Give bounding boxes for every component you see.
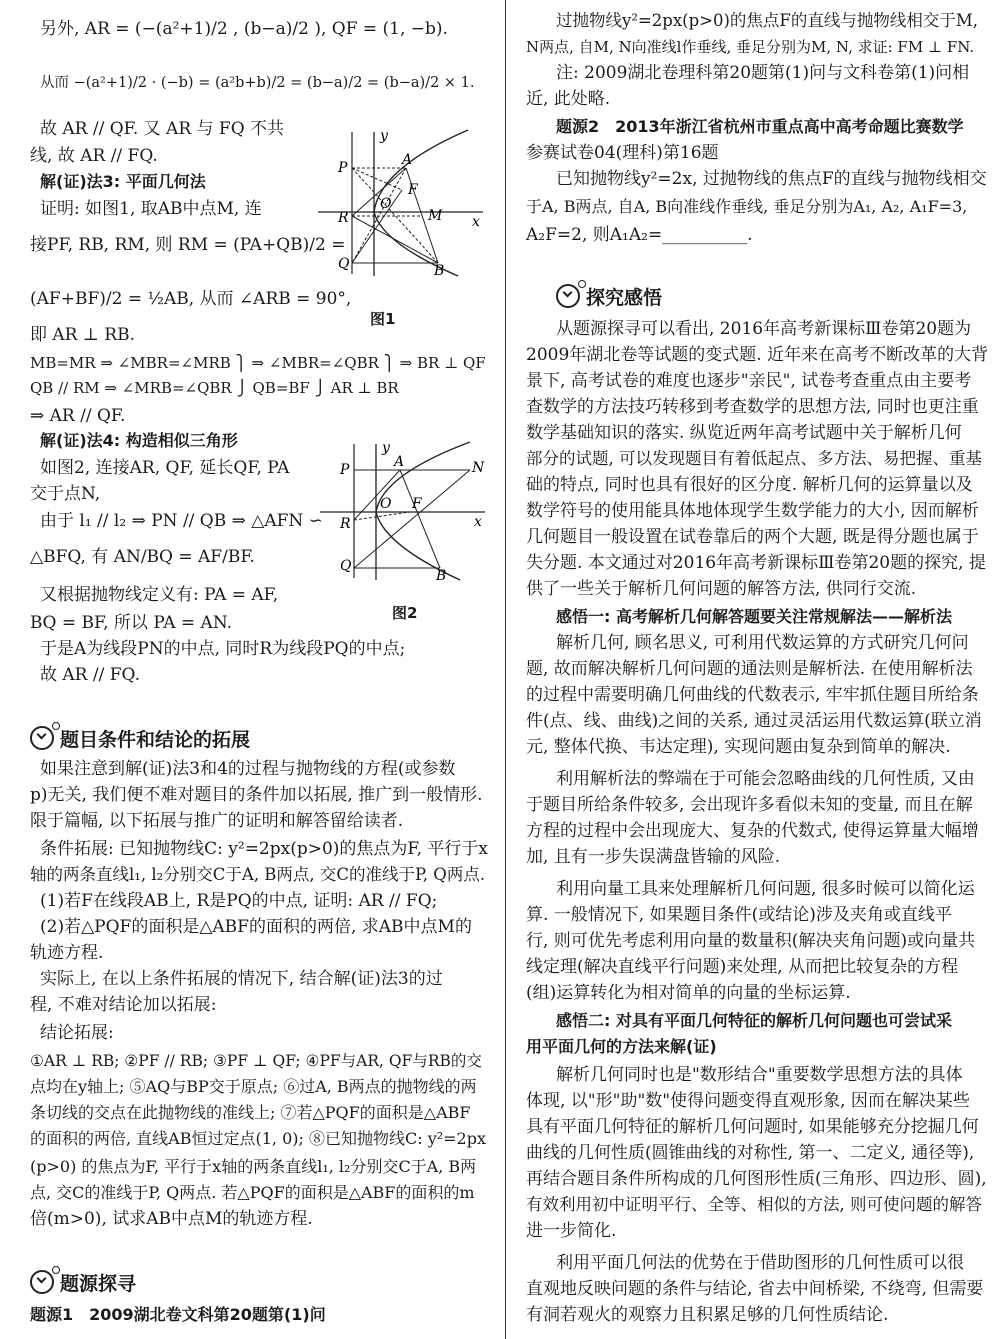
text-line: 已知抛物线y²=2x, 过抛物线的焦点F的直线与抛物线相交 <box>556 169 987 189</box>
text-line: 又根据抛物线定义有: PA = AF, <box>40 585 279 605</box>
text-line: N两点, 自M, N向准线l作垂线, 垂足分别为M, N, 求证: FM ⊥ FN. <box>526 38 975 56</box>
insight-1-heading: 感悟一: 高考解析几何解答题要关注常规解法——解析法 <box>556 607 952 626</box>
text-line: 参赛试卷04(理科)第16题 <box>526 143 719 163</box>
source-1-heading: 题源1 2009湖北卷文科第20题第(1)问 <box>30 1305 326 1324</box>
chevron-down-icon <box>30 726 54 750</box>
text-line: 加, 且有一步失误满盘皆输的风险. <box>526 847 781 867</box>
text-line: (2)若△PQF的面积是△ABF的面积的两倍, 求AB中点M的 <box>40 917 472 937</box>
text-line: ⇒ AR // QF. <box>30 406 126 426</box>
text-line: BQ = BF, 所以 PA = AN. <box>30 613 233 633</box>
fig1-label: F <box>408 182 418 198</box>
text-line: 轨迹方程. <box>30 943 104 963</box>
insight-2-heading: 感悟二: 对具有平面几何特征的解析几何问题也可尝试采 <box>556 1011 952 1030</box>
text-line: ①AR ⊥ RB; ②PF // RB; ③PF ⊥ QF; ④PF与AR, QF与RB的交 <box>30 1052 482 1070</box>
text-line: 几何题目一般设置在试卷靠后的两个大题, 既是得分题也属于 <box>526 527 979 547</box>
text-line: MB=MR ⇒ ∠MBR=∠MRB ⎫ ⇒ ∠MBR=∠QBR ⎫ ⇒ BR ⊥ QF <box>30 354 486 372</box>
fig2-label: Q <box>340 558 352 574</box>
text-line: 线, 故 AR // FQ. <box>30 146 158 166</box>
text-line: 方程的过程中会出现庞大、复杂的代数式, 使得运算量大幅增 <box>526 821 979 841</box>
fig1-label: M <box>428 208 443 224</box>
fig2-label: y <box>382 440 390 456</box>
fig1-label: O <box>380 196 392 212</box>
text-line: 如果注意到解(证)法3和4的过程与抛物线的方程(或参数 <box>40 759 456 779</box>
fig1-label: R <box>338 210 349 226</box>
text-line: 注: 2009湖北卷理科第20题第(1)问与文科卷第(1)问相 <box>556 63 970 83</box>
text-line: 于是A为线段PN的中点, 同时R为线段PQ的中点; <box>40 639 406 659</box>
text-line: 过抛物线y²=2px(p>0)的焦点F的直线与抛物线相交于M, <box>556 11 978 30</box>
text-line: 数学基础知识的落实. 纵览近两年高考试题中关于解析几何 <box>526 423 962 443</box>
text-line: 点, 交C的准线于P, Q两点. 若△PQF的面积是△ABF的面积的m <box>30 1183 475 1202</box>
fig2-label: B <box>436 568 447 582</box>
text-line: 利用向量工具来处理解析几何问题, 很多时候可以简化运 <box>556 879 975 899</box>
text-line: 题, 故而解决解析几何问题的通法则是解析法. 在使用解析法 <box>526 659 973 679</box>
text-line: 于题目所给条件较多, 会出现许多看似未知的变量, 而且在解 <box>526 795 973 815</box>
fig2-label: O <box>380 496 392 512</box>
section-heading-extension: 题目条件和结论的拓展 <box>30 726 250 753</box>
text-line: 曲线的几何性质(圆锥曲线的对称性, 第一、二定义, 通径等), <box>526 1143 975 1163</box>
text-line: 条切线的交点在此抛物线的准线上; ⑦若△PQF的面积是△ABF <box>30 1103 471 1122</box>
fig1-label: Q <box>338 256 350 272</box>
text-line: 故 AR // QF. 又 AR 与 FQ 不共 <box>40 119 285 139</box>
text-line: 解析几何, 顾名思义, 可利用代数运算的方式研究几何问 <box>556 633 969 653</box>
text-line: 供了一些关于解析几何问题的解答方法, 供同行交流. <box>526 579 917 599</box>
text-line: 景下, 高考试卷的难度也逐步"亲民", 试卷考查重点由主要考 <box>526 371 972 391</box>
fig2-label: A <box>394 454 405 470</box>
fig1-label: B <box>434 263 445 278</box>
text-line: 即 AR ⊥ RB. <box>30 325 135 345</box>
text-line: A₂F=2, 则A₁A₂=__________. <box>526 225 753 245</box>
text-line: 具有平面几何特征的解析几何问题时, 如果能够充分挖掘几何 <box>526 1117 979 1137</box>
text-line: (p>0) 的焦点为F, 平行于x轴的两条直线l₁, l₂分别交C于A, B两 <box>30 1157 477 1176</box>
text-line: 件(点、线、曲线)之间的关系, 通过灵活运用代数运算(联立消 <box>526 711 982 731</box>
text-line: △BFQ, 有 AN/BQ = AF/BF. <box>30 547 255 567</box>
text-line: 利用平面几何法的优势在于借助图形的几何性质可以很 <box>556 1253 964 1273</box>
chevron-down-icon <box>556 284 580 308</box>
method-heading: 解(证)法4: 构造相似三角形 <box>40 431 238 450</box>
text-line: 线定理(解决直线平行问题)来处理, 从而把比较复杂的方程 <box>526 957 959 977</box>
text-line: 点均在y轴上; ⑤AQ与BP交于原点; ⑥过A, B两点的抛物线的两 <box>30 1077 477 1096</box>
text-line: QB // RM ⇒ ∠MRB=∠QBR ⎭ QB=BF ⎭ AR ⊥ BR <box>30 379 399 397</box>
source-2-heading: 题源2 2013年浙江省杭州市重点高中高考命题比赛数学 <box>556 117 964 136</box>
text-line: (1)若F在线段AB上, R是PQ的中点, 证明: AR // FQ; <box>40 891 438 911</box>
text-line: 故 AR // FQ. <box>40 665 141 685</box>
text-line: 体现, 以"形"助"数"使得问题变得直观形象, 因而在解决某些 <box>526 1091 970 1111</box>
text-line: 直观地反映问题的条件与结论, 省去中间桥梁, 不绕弯, 但需要 <box>526 1279 984 1299</box>
figure-2-caption: 图2 <box>392 604 418 622</box>
chevron-down-icon <box>30 1270 54 1294</box>
text-line: 从而 −(a²+1)/2 · (−b) = (a²b+b)/2 = (b−a)/2 = (b−a)/2 × 1. <box>40 75 475 91</box>
fig2-label: R <box>340 516 351 532</box>
text-line: 有效利用初中证明平行、全等、相似的方法, 则可使问题的解答 <box>526 1195 982 1214</box>
text-line: 再结合题目条件所构成的几何图形性质(三角形、四边形、圆), <box>526 1169 987 1189</box>
fig2-label: x <box>474 514 482 530</box>
text-line: 限于篇幅, 以下拓展与推广的证明和解答留给读者. <box>30 811 404 831</box>
text-line: 数学符号的使用能具体地体现学生数学能力的大小, 因而解析 <box>526 501 979 521</box>
fig1-label: A <box>402 152 413 168</box>
text-line: 由于 l₁ // l₂ ⇒ PN // QB ⇒ △AFN ∽ <box>40 511 323 531</box>
fig1-label: x <box>472 214 480 230</box>
text-line: 于A, B两点, 自A, B向准线作垂线, 垂足分别为A₁, A₂, A₁F=3, <box>526 197 968 216</box>
text-line: 轴的两条直线l₁, l₂分别交C于A, B两点, 交C的准线于P, Q两点. <box>30 865 486 884</box>
fig2-label: F <box>412 496 422 512</box>
text-line: (组)运算转化为相对简单的向量的坐标运算. <box>526 983 851 1003</box>
fig1-label: P <box>338 160 348 176</box>
text-line: 如图2, 连接AR, QF, 延长QF, PA <box>40 458 290 478</box>
figure-1-caption: 图1 <box>370 310 396 328</box>
method-heading: 解(证)法3: 平面几何法 <box>40 172 206 191</box>
text-line: 利用解析法的弊端在于可能会忽略曲线的几何性质, 又由 <box>556 769 975 789</box>
text-line: 进一步简化. <box>526 1221 617 1241</box>
text-line: 倍(m>0), 试求AB中点M的轨迹方程. <box>30 1209 313 1229</box>
text-line: 程, 不难对结论加以拓展: <box>30 995 217 1015</box>
fig2-label: N <box>472 460 485 476</box>
text-line: 失分题. 本文通过对2016年高考新课标Ⅲ卷第20题的探究, 提 <box>526 553 986 573</box>
text-line: 查数学的方法技巧转移到考查数学的思想方法, 同时也更注重 <box>526 397 979 417</box>
text-line: 证明: 如图1, 取AB中点M, 连 <box>40 199 262 219</box>
text-line: 的面积的两倍, 直线AB恒过定点(1, 0); ⑧已知抛物线C: y²=2px <box>30 1129 487 1148</box>
fig1-label: y <box>380 128 388 144</box>
text-line: 算. 一般情况下, 如果题目条件(或结论)涉及夹角或直线平 <box>526 905 952 925</box>
text-line: 2009年湖北卷等试题的变式题. 近年来在高考不断改革的大背 <box>526 345 989 365</box>
insight-2-heading-cont: 用平面几何的方法来解(证) <box>526 1037 717 1056</box>
text-line: 有洞若观火的观察力且积累足够的几何性质结论. <box>526 1305 889 1325</box>
text-line: 交于点N, <box>30 484 101 504</box>
figure-1-diagram <box>318 128 488 278</box>
text-line: 部分的试题, 可以发现题目有着低起点、多方法、易把握、重基 <box>526 449 982 468</box>
text-line: (AF+BF)/2 = ½AB, 从而 ∠ARB = 90°, <box>30 289 352 309</box>
text-line: 另外, AR = (−(a²+1)/2 , (b−a)/2 ), QF = (1, −b). <box>40 19 448 39</box>
section-heading-source: 题源探寻 <box>30 1270 136 1297</box>
text-line: 结论拓展: <box>40 1023 114 1043</box>
text-line: 实际上, 在以上条件拓展的情况下, 结合解(证)法3的过 <box>40 969 443 989</box>
column-divider <box>505 0 506 1339</box>
text-line: 接PF, RB, RM, 则 RM = (PA+QB)/2 = <box>30 235 346 255</box>
text-line: 解析几何同时也是"数形结合"重要数学思想方法的具体 <box>556 1065 963 1085</box>
text-line: 的过程中需要明确几何曲线的代数表示, 牢牢抓住题目所给条 <box>526 685 979 705</box>
figure-2-diagram <box>320 440 490 582</box>
text-line: 础的特点, 同时也具有很好的区分度. 解析几何的运算量以及 <box>526 475 973 495</box>
text-line: 从题源探寻可以看出, 2016年高考新课标Ⅲ卷第20题为 <box>556 319 972 339</box>
text-line: 近, 此处略. <box>526 89 611 109</box>
text-line: p)无关, 我们便不难对题目的条件加以拓展, 推广到一般情形. <box>30 785 483 805</box>
section-heading-insight: 探究感悟 <box>556 284 662 311</box>
text-line: 行, 则可优先考虑利用向量的数量积(解决夹角问题)或向量共 <box>526 931 976 951</box>
text-line: 条件拓展: 已知抛物线C: y²=2px(p>0)的焦点为F, 平行于x <box>40 839 488 859</box>
text-line: 元, 整体代换、韦达定理), 实现问题由复杂到简单的解决. <box>526 737 951 757</box>
fig2-label: P <box>340 462 350 478</box>
